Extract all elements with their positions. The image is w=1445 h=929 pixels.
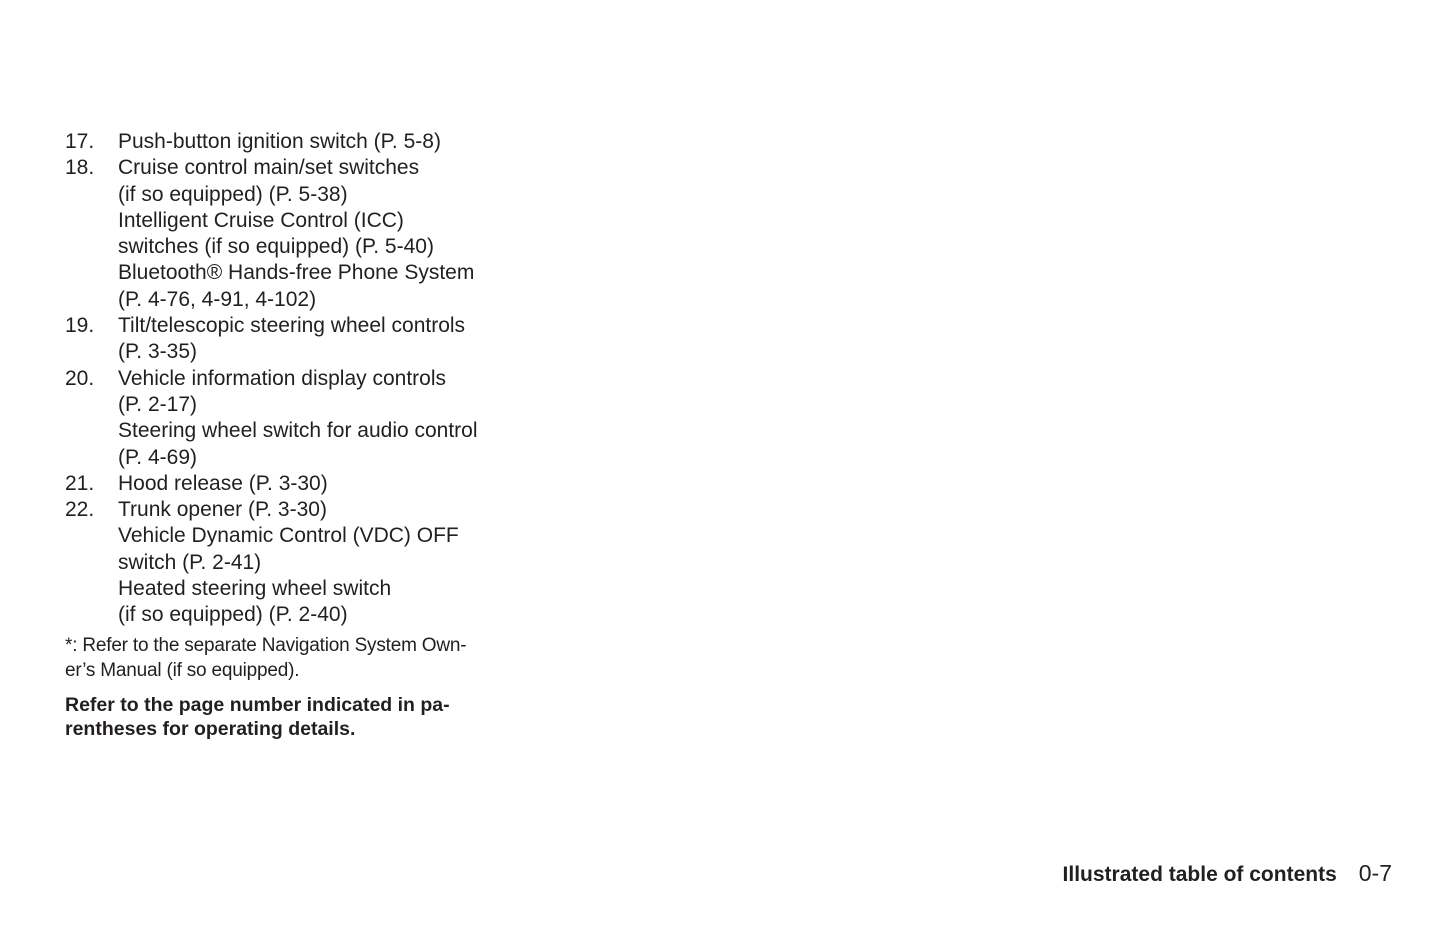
item-line: Vehicle information display controls [118,366,447,390]
item-line: Steering wheel switch for audio control [118,419,478,443]
item-text [118,366,495,471]
item-line: Intelligent Cruise Control (ICC) [118,208,404,232]
note-line: Refer to the page number indicated in pa- [65,693,450,716]
item-text [118,313,495,366]
footnote-line: *: Refer to the separate Navigation System Own- [65,634,467,656]
footnote-line: er’s Manual (if so equipped). [65,659,300,681]
list-item [65,366,495,471]
note-line: rentheses for operating details. [65,717,356,740]
item-line: Vehicle Dynamic Control (VDC) OFF [118,524,459,548]
item-text [118,497,495,628]
page-number: 0-7 [1358,860,1392,886]
item-line: Hood release (P. 3-30) [118,471,328,495]
item-line: Tilt/telescopic steering wheel controls [118,314,466,338]
item-number: 21. [65,471,95,495]
item-text [118,129,495,155]
item-line: Bluetooth® Hands-free Phone System [118,261,475,285]
item-number: 18. [65,156,95,180]
item-line: Cruise control main/set switches [118,156,420,180]
item-line: (if so equipped) (P. 5-38) [118,182,348,206]
content-column [65,129,495,741]
item-number: 17. [65,130,95,153]
item-line: switch (P. 2-41) [118,550,262,574]
item-line: Heated steering wheel switch [118,577,392,601]
list-item [65,497,495,628]
item-line: (if so equipped) (P. 2-40) [118,603,348,627]
item-line: (P. 4-76, 4-91, 4-102) [118,287,317,311]
item-text [118,155,495,313]
list-item [65,313,495,366]
item-line: Push-button ignition switch (P. 5-8) [118,130,441,153]
item-number: 22. [65,498,95,522]
footnote [65,633,495,683]
list-item [65,471,495,497]
section-title: Illustrated table of contents [1062,863,1337,886]
item-line: (P. 2-17) [118,392,197,416]
item-number: 20. [65,366,95,390]
item-text [118,471,495,497]
page-footer [1063,860,1392,887]
item-line: (P. 3-35) [118,340,197,364]
list-item [65,155,495,313]
item-line: Trunk opener (P. 3-30) [118,498,327,522]
operating-details-note [65,693,495,741]
list-item [65,129,495,155]
item-line: switches (if so equipped) (P. 5-40) [118,235,434,259]
item-number: 19. [65,314,95,338]
item-line: (P. 4-69) [118,445,197,469]
item-list [65,129,495,629]
